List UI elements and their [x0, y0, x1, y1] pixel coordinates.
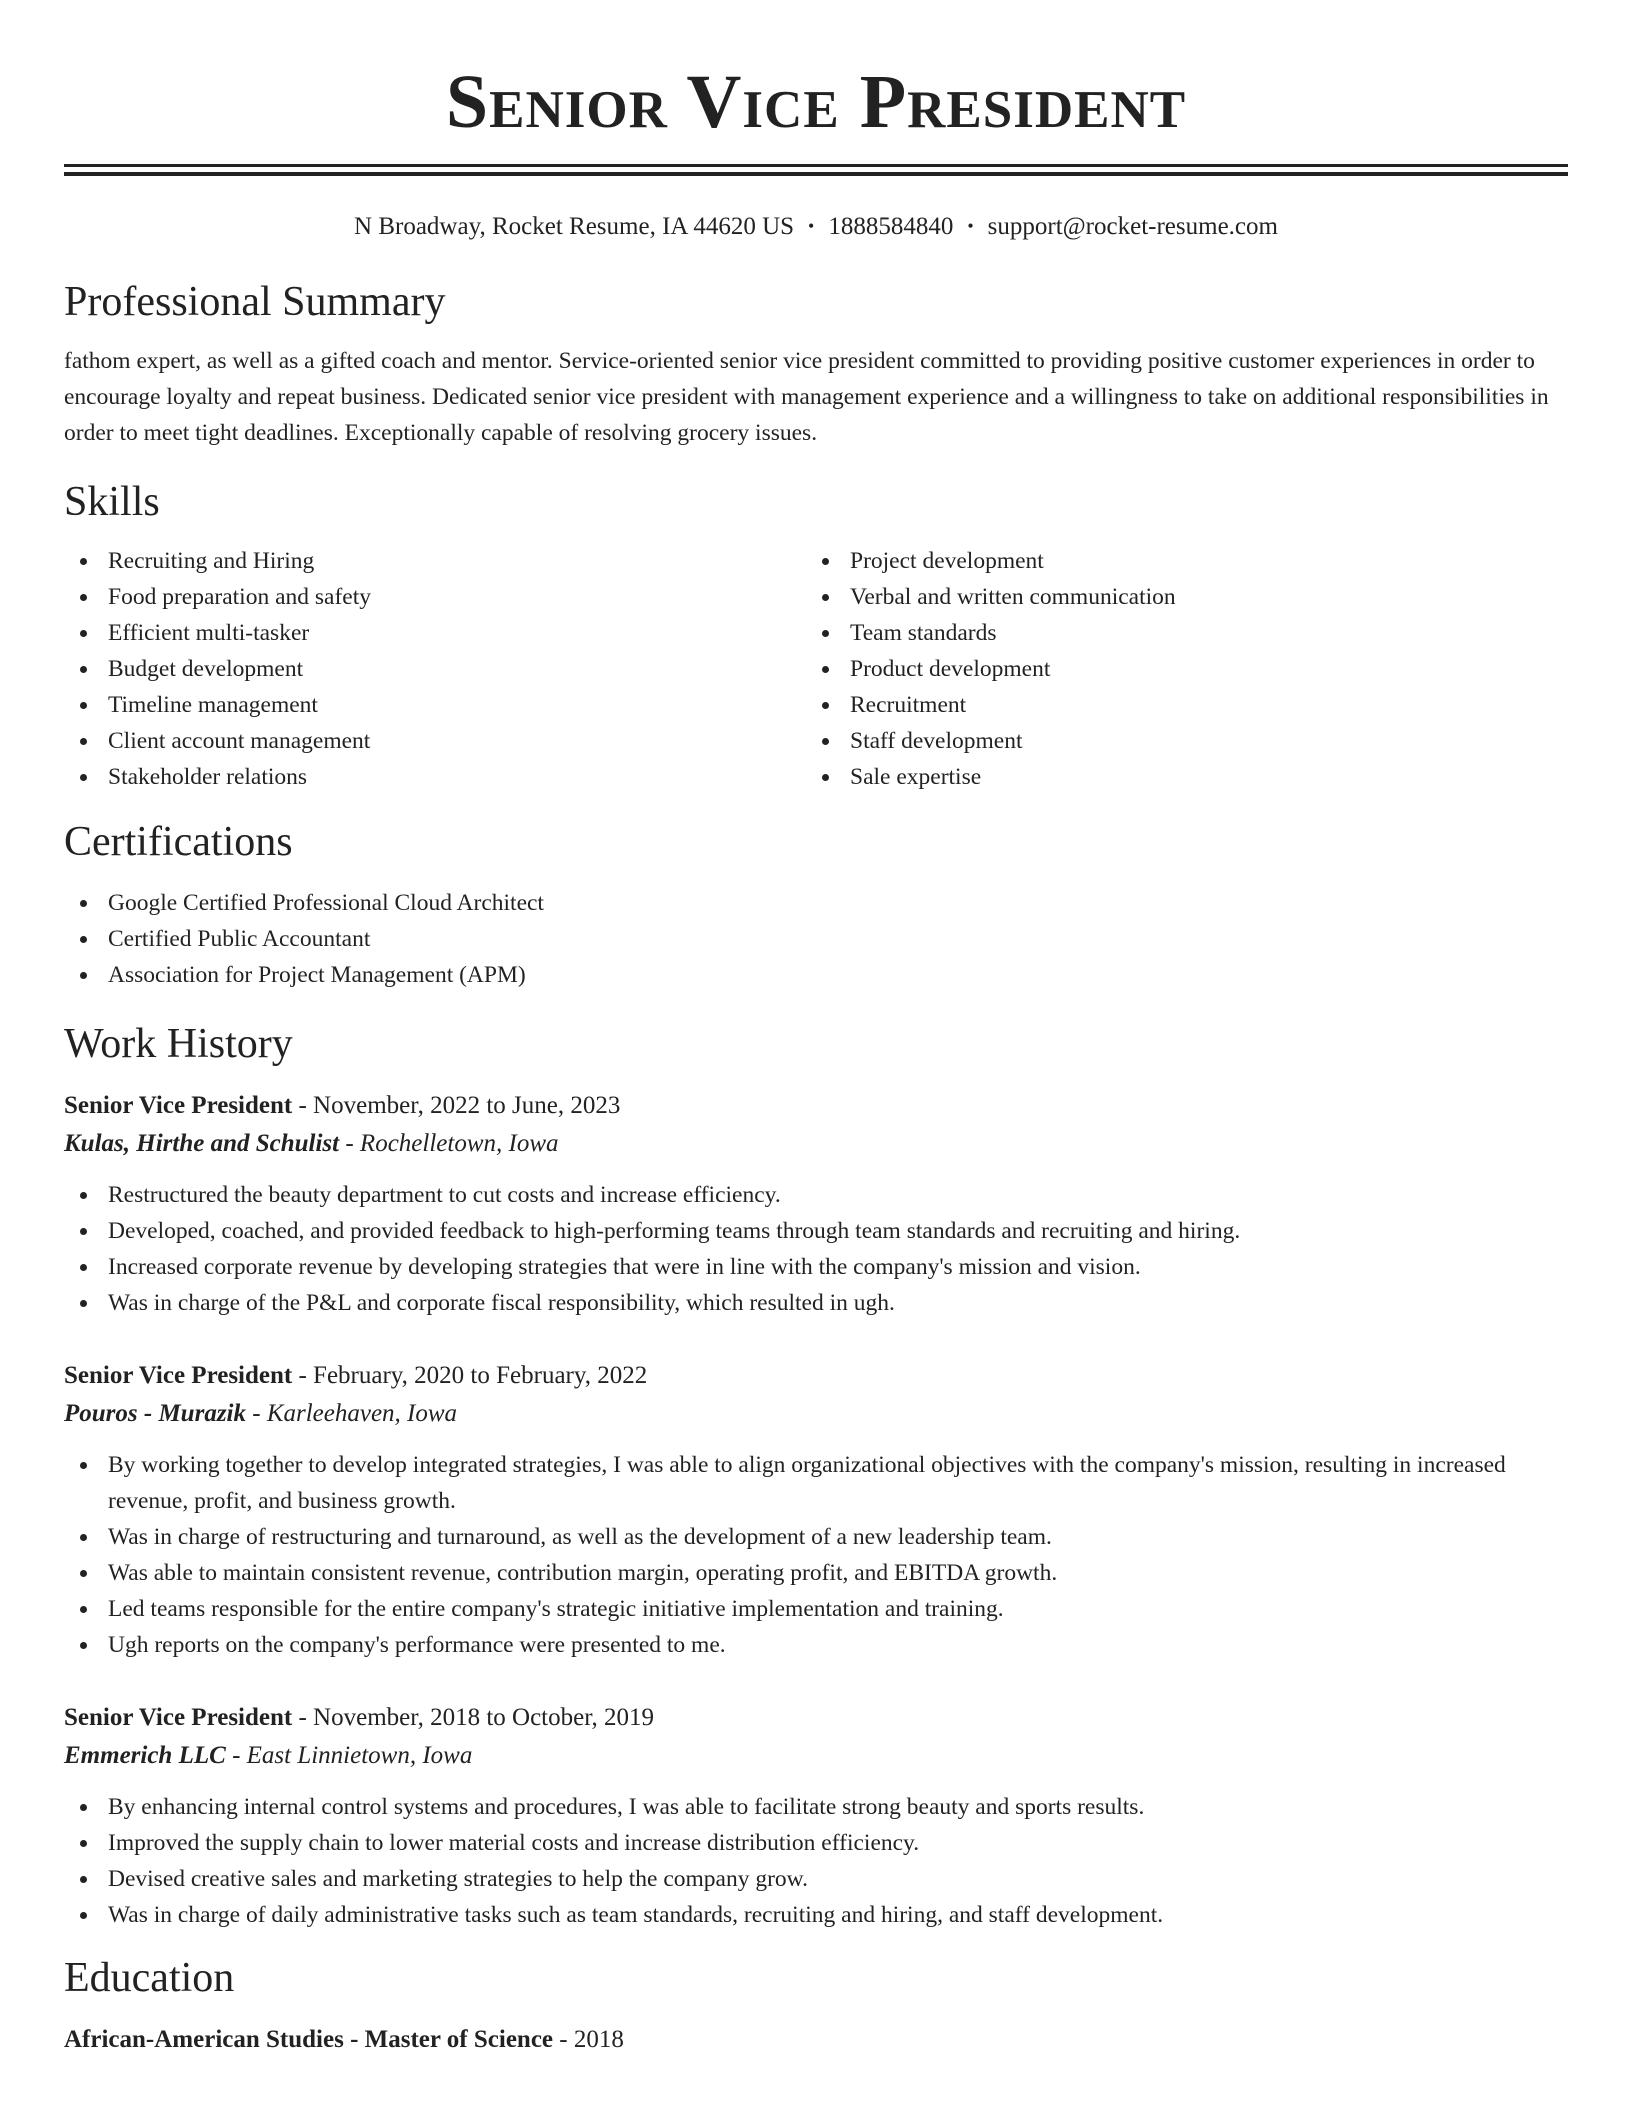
- job-location: - Rochelletown, Iowa: [339, 1130, 559, 1157]
- list-item: Ugh reports on the company's performance were presented to me.: [64, 1627, 1568, 1663]
- list-item: Staff development: [806, 723, 1548, 759]
- list-item: Stakeholder relations: [64, 759, 806, 795]
- job-bullets: [64, 1789, 1568, 1933]
- job-company-line: [64, 1737, 1568, 1775]
- job-dates: - February, 2020 to February, 2022: [292, 1362, 648, 1389]
- list-item: Efficient multi-tasker: [64, 615, 806, 651]
- education-degree: Master of Science: [364, 2026, 554, 2053]
- job-entry: [64, 1699, 1568, 1933]
- divider-line-thin: [64, 164, 1568, 167]
- list-item: Was in charge of daily administrative tasks such as team standards, recruiting and hiring, and staff development.: [64, 1897, 1568, 1933]
- list-item: Project development: [806, 543, 1548, 579]
- header-divider: [64, 164, 1568, 176]
- list-item: Devised creative sales and marketing strategies to help the company grow.: [64, 1861, 1568, 1897]
- list-item: Was able to maintain consistent revenue, contribution margin, operating profit, and EBITDA growth.: [64, 1555, 1568, 1591]
- bullet-separator: •: [808, 216, 815, 236]
- section-heading: Education: [64, 1955, 235, 2001]
- job-entry: [64, 1087, 1568, 1321]
- education-entry: African-American Studies - Master of Science - 2018: [64, 2026, 624, 2053]
- divider-line-thick: [64, 172, 1568, 176]
- list-item: Restructured the beauty department to cut costs and increase efficiency.: [64, 1177, 1568, 1213]
- list-item: Team standards: [806, 615, 1548, 651]
- education-field: African-American Studies: [64, 2026, 344, 2053]
- job-bullets: [64, 1447, 1568, 1663]
- contact-phone: 1888584840: [828, 213, 954, 240]
- skills-section: [64, 477, 1568, 795]
- contact-address: N Broadway, Rocket Resume, IA 44620 US: [354, 213, 795, 240]
- job-dates: - November, 2018 to October, 2019: [292, 1704, 655, 1731]
- list-item: Certified Public Accountant: [64, 921, 1568, 957]
- education-year: 2018: [573, 2026, 624, 2053]
- list-item: Timeline management: [64, 687, 806, 723]
- job-location: - Karleehaven, Iowa: [246, 1400, 458, 1427]
- list-item: Led teams responsible for the entire company's strategic initiative implementation and training.: [64, 1591, 1568, 1627]
- list-item: Budget development: [64, 651, 806, 687]
- job-title: Senior Vice President: [64, 1092, 293, 1119]
- list-item: Sale expertise: [806, 759, 1548, 795]
- contact-line: [64, 210, 1568, 243]
- work-history-section: [64, 1019, 1568, 1933]
- list-item: Increased corporate revenue by developing strategies that were in line with the company's mission and vision.: [64, 1249, 1568, 1285]
- certifications-section: [64, 817, 1568, 993]
- list-item: Developed, coached, and provided feedback to high-performing teams through team standards and recruiting and hiring.: [64, 1213, 1568, 1249]
- job-company: Kulas, Hirthe and Schulist: [64, 1130, 340, 1157]
- certifications-list: [64, 885, 1568, 993]
- page-title: Senior Vice President: [445, 60, 1187, 144]
- contact-email[interactable]: support@rocket-resume.com: [987, 213, 1278, 240]
- section-heading: Professional Summary: [64, 279, 446, 325]
- list-item: Client account management: [64, 723, 806, 759]
- list-item: Recruiting and Hiring: [64, 543, 806, 579]
- list-item: Food preparation and safety: [64, 579, 806, 615]
- job-company: Pouros - Murazik: [64, 1400, 246, 1427]
- job-company-line: [64, 1125, 1568, 1163]
- list-item: Was in charge of restructuring and turnaround, as well as the development of a new leadership team.: [64, 1519, 1568, 1555]
- section-heading: Work History: [64, 1021, 293, 1067]
- skills-list-right: [806, 543, 1548, 795]
- job-dates: - November, 2022 to June, 2023: [292, 1092, 621, 1119]
- professional-summary-section: [64, 277, 1568, 451]
- job-location: - East Linnietown, Iowa: [225, 1742, 473, 1769]
- list-item: Google Certified Professional Cloud Architect: [64, 885, 1568, 921]
- resume-page: [64, 0, 1568, 2059]
- job-bullets: [64, 1177, 1568, 1321]
- job-title: Senior Vice President: [64, 1704, 293, 1731]
- job-title-line: [64, 1087, 1568, 1125]
- section-heading: Certifications: [64, 819, 293, 865]
- list-item: Was in charge of the P&L and corporate fiscal responsibility, which resulted in ugh.: [64, 1285, 1568, 1321]
- list-item: By enhancing internal control systems and procedures, I was able to facilitate strong beauty and sports results.: [64, 1789, 1568, 1825]
- list-item: Product development: [806, 651, 1548, 687]
- job-company: Emmerich LLC: [64, 1742, 226, 1769]
- list-item: Recruitment: [806, 687, 1548, 723]
- skills-columns: [64, 543, 1568, 795]
- bullet-separator: •: [967, 216, 974, 236]
- job-company-line: [64, 1395, 1568, 1433]
- list-item: Improved the supply chain to lower material costs and increase distribution efficiency.: [64, 1825, 1568, 1861]
- job-entry: [64, 1357, 1568, 1663]
- job-title: Senior Vice President: [64, 1362, 293, 1389]
- summary-text: fathom expert, as well as a gifted coach and mentor. Service-oriented senior vice president committed to providing positive customer experiences in order to encourage loyalty and repeat business. Dedicated senior vice president with management experience and a willingness to take on additional responsibilities in order to meet tight deadlines. Exceptionally capable of resolving grocery issues.: [64, 348, 1549, 446]
- education-section: [64, 1953, 1568, 2059]
- job-title-line: [64, 1357, 1568, 1395]
- list-item: Verbal and written communication: [806, 579, 1548, 615]
- list-item: Association for Project Management (APM): [64, 957, 1568, 993]
- section-heading: Skills: [64, 479, 160, 525]
- skills-list-left: [64, 543, 806, 795]
- list-item: By working together to develop integrated strategies, I was able to align organizational objectives with the company's mission, resulting in increased revenue, profit, and business growth.: [64, 1447, 1568, 1519]
- job-title-line: [64, 1699, 1568, 1737]
